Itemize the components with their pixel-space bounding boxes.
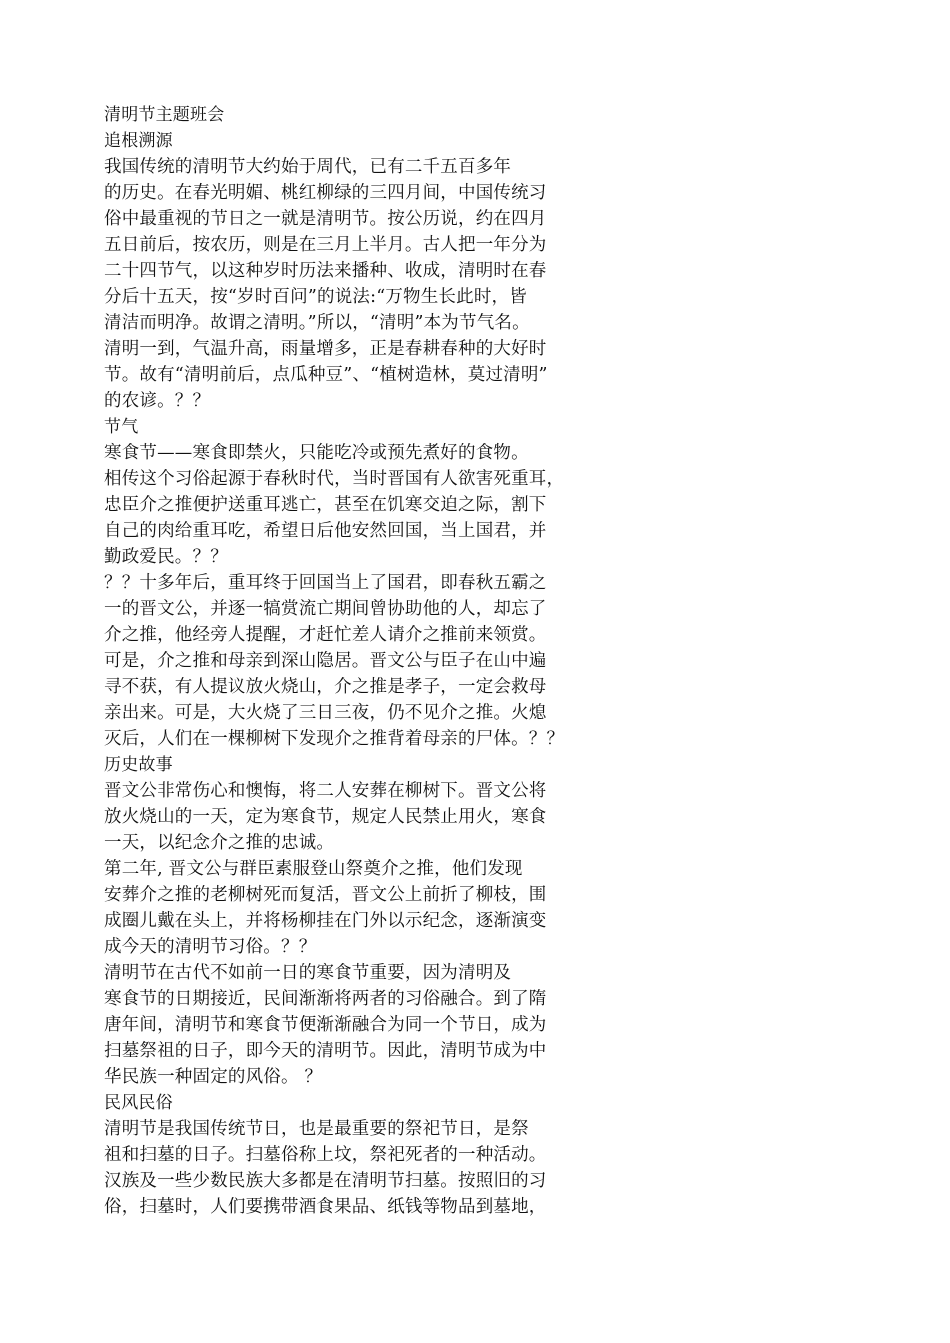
paragraph-line: 清明节在古代不如前一日的寒食节重要，因为清明及 [104, 963, 512, 983]
paragraph-line: 俗，扫墓时，人们要携带酒食果品、纸钱等物品到墓地， [104, 1197, 547, 1217]
paragraph-line: 清明节是我国传统节日，也是最重要的祭祀节日，是祭 [104, 1119, 529, 1139]
paragraph-line: 华民族一种固定的风俗。 ？ [104, 1067, 323, 1087]
paragraph-line: 成圈儿戴在头上，并将杨柳挂在门外以示纪念，逐渐演变 [104, 911, 547, 931]
paragraph-line: 一天，以纪念介之推的忠诚。 [104, 833, 335, 853]
paragraph-line: 祖和扫墓的日子。扫墓俗称上坟，祭祀死者的一种活动。 [104, 1145, 547, 1165]
paragraph-line: 成今天的清明节习俗。？？ [104, 937, 317, 957]
paragraph-line: 自己的肉给重耳吃，希望日后他安然回国，当上国君，并 [104, 521, 547, 541]
section-heading-history: 历史故事 [104, 755, 173, 775]
section-heading-solar-term: 节气 [104, 417, 139, 437]
paragraph-line: 勤政爱民。？？ [104, 547, 228, 567]
paragraph-line: 二十四节气，以这种岁时历法来播种、收成，清明时在春 [104, 261, 547, 281]
paragraph-line: 的农谚。？？ [104, 391, 211, 411]
paragraph-line: 亲出来。可是，大火烧了三日三夜，仍不见介之推。火熄 [104, 703, 547, 723]
paragraph-line: 五日前后，按农历，则是在三月上半月。古人把一年分为 [104, 235, 547, 255]
paragraph-line: 可是，介之推和母亲到深山隐居。晋文公与臣子在山中遍 [104, 651, 547, 671]
paragraph-line: 相传这个习俗起源于春秋时代，当时晋国有人欲害死重耳， [104, 469, 565, 489]
document-body [104, 102, 565, 1220]
paragraph-line: 俗中最重视的节日之一就是清明节。按公历说，约在四月 [104, 209, 547, 229]
paragraph-line: 节。故有“清明前后，点瓜种豆”、“植树造林，莫过清明” [104, 365, 548, 385]
paragraph-line: 灭后，人们在一棵柳树下发现介之推背着母亲的尸体。？？ [104, 729, 565, 749]
paragraph-line: 分后十五天，按“岁时百问”的说法:“万物生长此时，皆 [104, 287, 527, 307]
paragraph-line: 清洁而明净。故谓之清明。”所以，“清明”本为节气名。 [104, 313, 530, 333]
paragraph-line: 唐年间，清明节和寒食节便渐渐融合为同一个节日，成为 [104, 1015, 547, 1035]
document-title: 清明节主题班会 [104, 105, 225, 125]
paragraph-line: 安葬介之推的老柳树死而复活，晋文公上前折了柳枝，围 [104, 885, 547, 905]
paragraph-line: 清明一到，气温升高，雨量增多，正是春耕春种的大好时 [104, 339, 547, 359]
paragraph-line: 寻不获，有人提议放火烧山，介之推是孝子，一定会救母 [104, 677, 547, 697]
paragraph-line: 放火烧山的一天，定为寒食节，规定人民禁止用火，寒食 [104, 807, 547, 827]
paragraph-line: 我国传统的清明节大约始于周代，已有二千五百多年 [104, 157, 512, 177]
paragraph-line: 寒食节——寒食即禁火，只能吃冷或预先煮好的食物。 [104, 443, 529, 463]
section-heading-customs: 民风民俗 [104, 1093, 173, 1113]
paragraph-line: 的历史。在春光明媚、桃红柳绿的三四月间，中国传统习 [104, 183, 547, 203]
paragraph-line: 忠臣介之推便护送重耳逃亡，甚至在饥寒交迫之际，割下 [104, 495, 547, 515]
paragraph-line: 第二年, 晋文公与群臣素服登山祭奠介之推，他们发现 [104, 859, 523, 879]
paragraph-line: 汉族及一些少数民族大多都是在清明节扫墓。按照旧的习 [104, 1171, 547, 1191]
paragraph-line: 晋文公非常伤心和懊悔，将二人安葬在柳树下。晋文公将 [104, 781, 547, 801]
paragraph-line: 一的晋文公，并逐一犒赏流亡期间曾协助他的人，却忘了 [104, 599, 547, 619]
section-heading-origin: 追根溯源 [104, 131, 173, 151]
paragraph-line: 扫墓祭祖的日子，即今天的清明节。因此，清明节成为中 [104, 1041, 547, 1061]
paragraph-line: ？？十多年后，重耳终于回国当上了国君，即春秋五霸之 [104, 573, 547, 593]
paragraph-line: 介之推，他经旁人提醒，才赶忙差人请介之推前来领赏。 [104, 625, 547, 645]
paragraph-line: 寒食节的日期接近，民间渐渐将两者的习俗融合。到了隋 [104, 989, 547, 1009]
